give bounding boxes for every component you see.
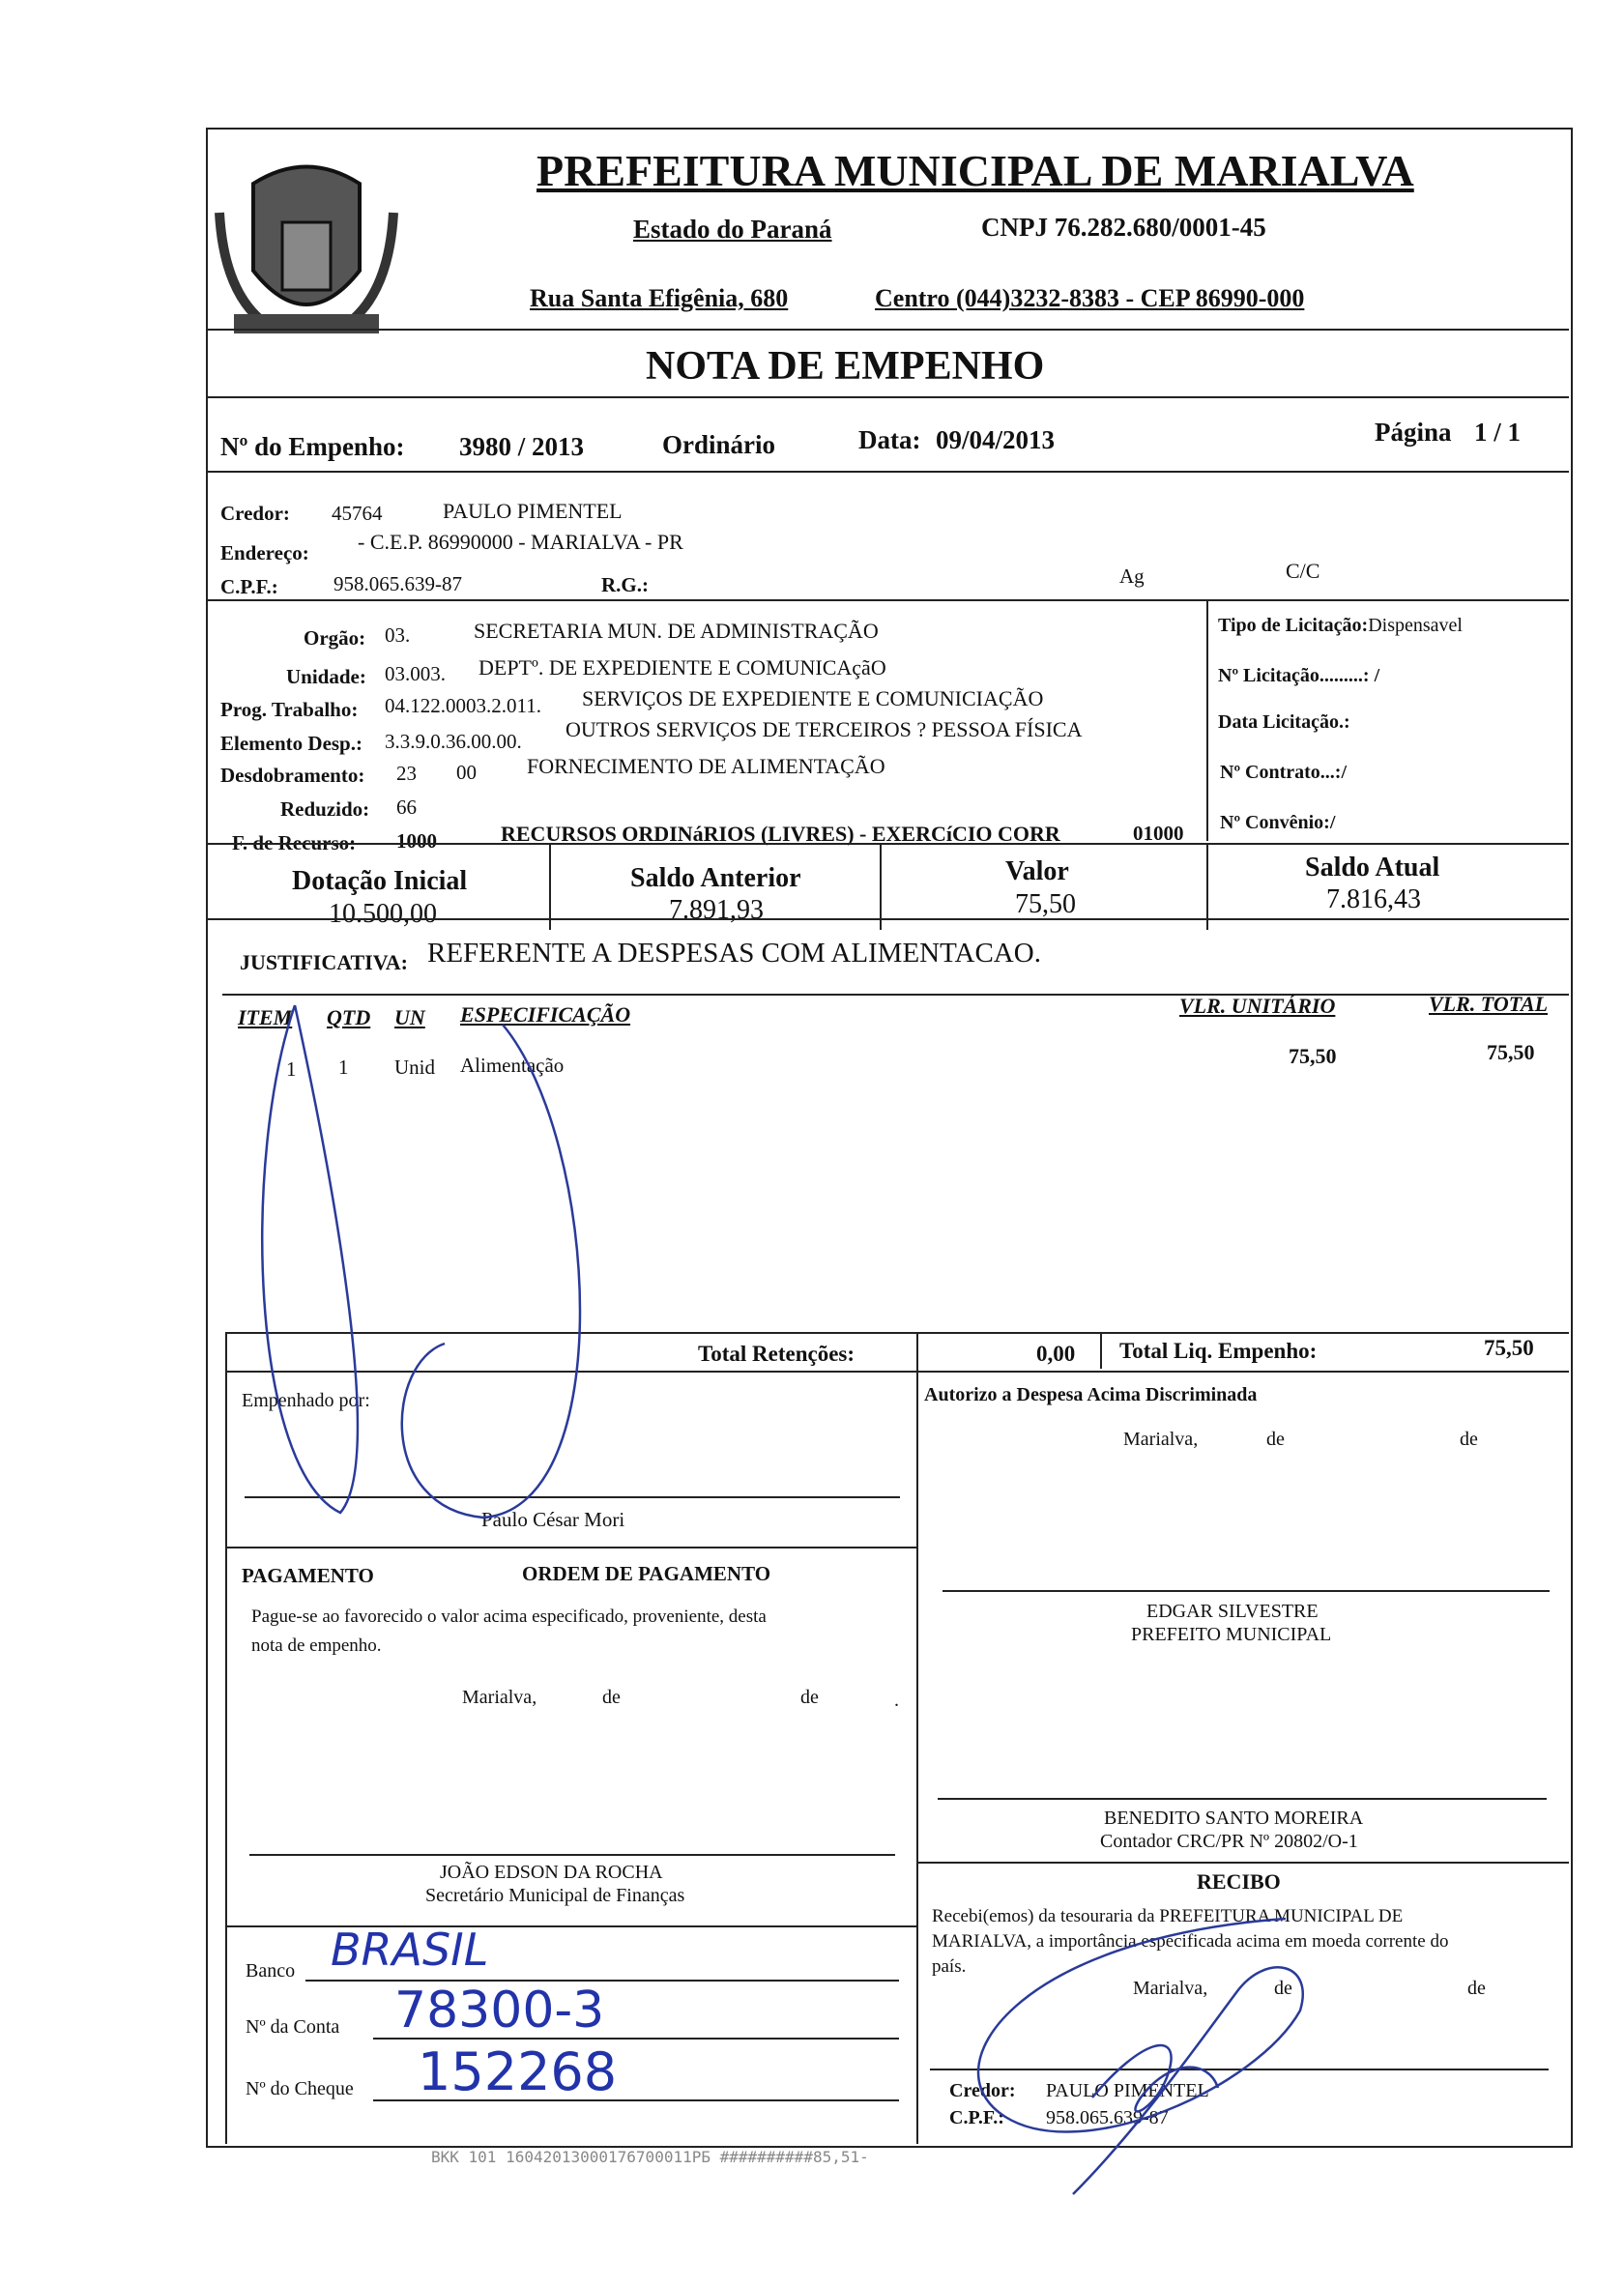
unidade-name: DEPTº. DE EXPEDIENTE E COMUNICAçãO bbox=[478, 655, 886, 680]
dotacao-label: Dotação Inicial bbox=[292, 866, 468, 896]
accountant-name: BENEDITO SANTO MOREIRA bbox=[1104, 1808, 1364, 1829]
qtd-header: QTD bbox=[327, 1005, 371, 1029]
empenhado-name: Paulo César Mori bbox=[481, 1508, 625, 1531]
desdobramento-code: 23 bbox=[396, 762, 417, 785]
recibo-credor-label: Credor: bbox=[949, 2080, 1016, 2101]
empenho-date: 09/04/2013 bbox=[936, 425, 1056, 454]
unit-price-header: VLR. UNITÁRIO bbox=[1179, 994, 1336, 1018]
row-total: 75,50 bbox=[1487, 1040, 1535, 1064]
recibo-text-2: MARIALVA, a importância especificada acima em moeda corrente do bbox=[932, 1931, 1449, 1952]
unidade-label: Unidade: bbox=[286, 665, 366, 688]
municipality-title: PREFEITURA MUNICIPAL DE MARIALVA bbox=[536, 146, 1414, 195]
total-retencoes-label: Total Retenções: bbox=[698, 1342, 856, 1366]
banco-label: Banco bbox=[246, 1960, 296, 1982]
saldo-anterior-label: Saldo Anterior bbox=[630, 863, 801, 893]
ag-label: Ag bbox=[1119, 564, 1145, 588]
pagamento-text-2: nota de empenho. bbox=[251, 1635, 382, 1656]
recibo-text-3: país. bbox=[932, 1956, 967, 1977]
credor-name: PAULO PIMENTEL bbox=[443, 499, 623, 523]
page-label: Página bbox=[1375, 418, 1452, 447]
empenhado-label: Empenhado por: bbox=[242, 1390, 370, 1411]
orgao-label: Orgão: bbox=[304, 626, 366, 650]
elemento-code: 3.3.9.0.36.00.00. bbox=[385, 730, 522, 753]
recurso-name: RECURSOS ORDINáRIOS (LIVRES) - EXERCíCIO CORR bbox=[501, 822, 1060, 846]
orgao-name: SECRETARIA MUN. DE ADMINISTRAÇÃO bbox=[474, 619, 879, 643]
reduzido-label: Reduzido: bbox=[280, 797, 370, 821]
credor-code: 45764 bbox=[332, 502, 383, 525]
recibo-cpf-label: C.P.F.: bbox=[949, 2107, 1004, 2128]
row-unit-price: 75,50 bbox=[1289, 1044, 1337, 1068]
cnpj-label: CNPJ 76.282.680/0001-45 bbox=[981, 213, 1266, 242]
total-header: VLR. TOTAL bbox=[1429, 992, 1549, 1016]
total-liquido-value: 75,50 bbox=[1484, 1336, 1534, 1360]
elemento-label: Elemento Desp.: bbox=[220, 732, 362, 755]
ordem-pagamento-label: ORDEM DE PAGAMENTO bbox=[522, 1562, 771, 1585]
secretary-title: Secretário Municipal de Finanças bbox=[425, 1885, 685, 1906]
address-contact-label: Centro (044)3232-8383 - CEP 86990-000 bbox=[875, 284, 1305, 312]
elemento-name: OUTROS SERVIÇOS DE TERCEIROS ? PESSOA FÍSICA bbox=[566, 717, 1083, 741]
cc-label: C/C bbox=[1286, 559, 1320, 583]
recibo-de2: de bbox=[1467, 1978, 1486, 1999]
saldo-atual-value: 7.816,43 bbox=[1326, 884, 1421, 914]
total-liquido-label: Total Liq. Empenho: bbox=[1119, 1339, 1318, 1363]
pagamento-label: PAGAMENTO bbox=[242, 1564, 374, 1587]
page-number: 1 / 1 bbox=[1474, 418, 1522, 447]
recibo-credor-name: PAULO PIMENTEL bbox=[1046, 2080, 1209, 2101]
recibo-de1: de bbox=[1274, 1978, 1292, 1999]
saldo-atual-label: Saldo Atual bbox=[1305, 853, 1440, 883]
autorizo-de1: de bbox=[1266, 1429, 1285, 1450]
credor-label: Credor: bbox=[220, 502, 290, 525]
address-field-label: Endereço: bbox=[220, 541, 309, 564]
credor-address: - C.E.P. 86990000 - MARIALVA - PR bbox=[358, 530, 683, 554]
desdobramento-label: Desdobramento: bbox=[220, 764, 365, 787]
valor-value: 75,50 bbox=[1015, 889, 1076, 919]
recurso-label: F. de Recurso: bbox=[232, 831, 357, 854]
mayor-name: EDGAR SILVESTRE bbox=[1146, 1601, 1319, 1622]
prog-trabalho-label: Prog. Trabalho: bbox=[220, 698, 359, 721]
empenho-number-label: Nº do Empenho: bbox=[220, 432, 405, 461]
dotacao-value: 10.500,00 bbox=[329, 899, 437, 929]
document-title: NOTA DE EMPENHO bbox=[646, 344, 1045, 389]
unidade-code: 03.003. bbox=[385, 662, 446, 685]
item-header: ITEM bbox=[238, 1005, 293, 1029]
recibo-label: RECIBO bbox=[1197, 1869, 1281, 1894]
convenio-label: Nº Convênio:/ bbox=[1220, 812, 1336, 833]
rg-label: R.G.: bbox=[601, 573, 649, 596]
licitacao-type-value: Dispensavel bbox=[1368, 615, 1463, 636]
pagamento-text-1: Pague-se ao favorecido o valor acima especificado, proveniente, desta bbox=[251, 1606, 767, 1627]
pagamento-dot: . bbox=[894, 1690, 899, 1711]
banco-value: BRASIL bbox=[331, 1924, 489, 1976]
un-header: UN bbox=[394, 1005, 425, 1029]
conta-value: 78300-3 bbox=[394, 1982, 605, 2040]
conta-label: Nº da Conta bbox=[246, 2016, 340, 2038]
accountant-title: Contador CRC/PR Nº 20802/O-1 bbox=[1100, 1831, 1358, 1852]
justificativa-label: JUSTIFICATIVA: bbox=[240, 950, 409, 974]
prog-trabalho-code: 04.122.0003.2.011. bbox=[385, 694, 541, 717]
row-spec: Alimentação bbox=[460, 1054, 565, 1077]
prog-trabalho-name: SERVIÇOS DE EXPEDIENTE E COMUNICIAÇÃO bbox=[582, 686, 1044, 710]
date-label: Data: bbox=[858, 425, 921, 454]
recibo-cpf: 958.065.639-87 bbox=[1046, 2107, 1169, 2128]
micr-line: ВКК 101 16042013000176700011РБ ##########85,51- bbox=[431, 2148, 869, 2166]
licitacao-type-caption: Tipo de Licitação: bbox=[1218, 615, 1369, 636]
autorizo-label: Autorizo a Despesa Acima Discriminada bbox=[924, 1384, 1258, 1405]
credor-cpf: 958.065.639-87 bbox=[334, 572, 462, 595]
spec-header: ESPECIFICAÇÃO bbox=[460, 1002, 631, 1027]
licitacao-date-label: Data Licitação.: bbox=[1218, 711, 1350, 733]
secretary-name: JOÃO EDSON DA ROCHA bbox=[440, 1862, 663, 1883]
autorizo-de2: de bbox=[1460, 1429, 1478, 1450]
row-item: 1 bbox=[286, 1057, 297, 1081]
empenho-type: Ordinário bbox=[662, 430, 776, 459]
saldo-anterior-value: 7.891,93 bbox=[669, 895, 764, 925]
cpf-label: C.P.F.: bbox=[220, 575, 278, 598]
licitacao-number-label: Nº Licitação.........: / bbox=[1218, 665, 1380, 686]
pagamento-city: Marialva, bbox=[462, 1687, 537, 1708]
recibo-city: Marialva, bbox=[1133, 1978, 1208, 1999]
pagamento-de2: de bbox=[800, 1687, 819, 1708]
mayor-title: PREFEITO MUNICIPAL bbox=[1131, 1624, 1332, 1645]
state-label: Estado do Paraná bbox=[633, 215, 832, 244]
empenho-number: 3980 / 2013 bbox=[459, 432, 585, 461]
desdobramento-sub: 00 bbox=[456, 761, 477, 784]
contrato-label: Nº Contrato...:/ bbox=[1220, 762, 1348, 783]
address-label: Rua Santa Efigênia, 680 bbox=[530, 284, 789, 312]
cheque-label: Nº do Cheque bbox=[246, 2078, 354, 2099]
cheque-value: 152268 bbox=[418, 2041, 618, 2102]
recibo-text-1: Recebi(emos) da tesouraria da PREFEITURA MUNICIPAL DE bbox=[932, 1906, 1404, 1926]
total-retencoes-value: 0,00 bbox=[1036, 1342, 1076, 1366]
reduzido-value: 66 bbox=[396, 796, 417, 819]
recurso-code: 1000 bbox=[396, 829, 437, 853]
pagamento-de1: de bbox=[602, 1687, 621, 1708]
autorizo-city: Marialva, bbox=[1123, 1429, 1199, 1450]
desdobramento-name: FORNECIMENTO DE ALIMENTAÇÃO bbox=[527, 754, 885, 778]
valor-label: Valor bbox=[1005, 856, 1069, 886]
orgao-code: 03. bbox=[385, 623, 411, 647]
row-un: Unid bbox=[394, 1056, 435, 1079]
recurso-sub: 01000 bbox=[1133, 822, 1184, 845]
row-qtd: 1 bbox=[338, 1056, 349, 1079]
justificativa-text: REFERENTE A DESPESAS COM ALIMENTACAO. bbox=[427, 938, 1041, 969]
